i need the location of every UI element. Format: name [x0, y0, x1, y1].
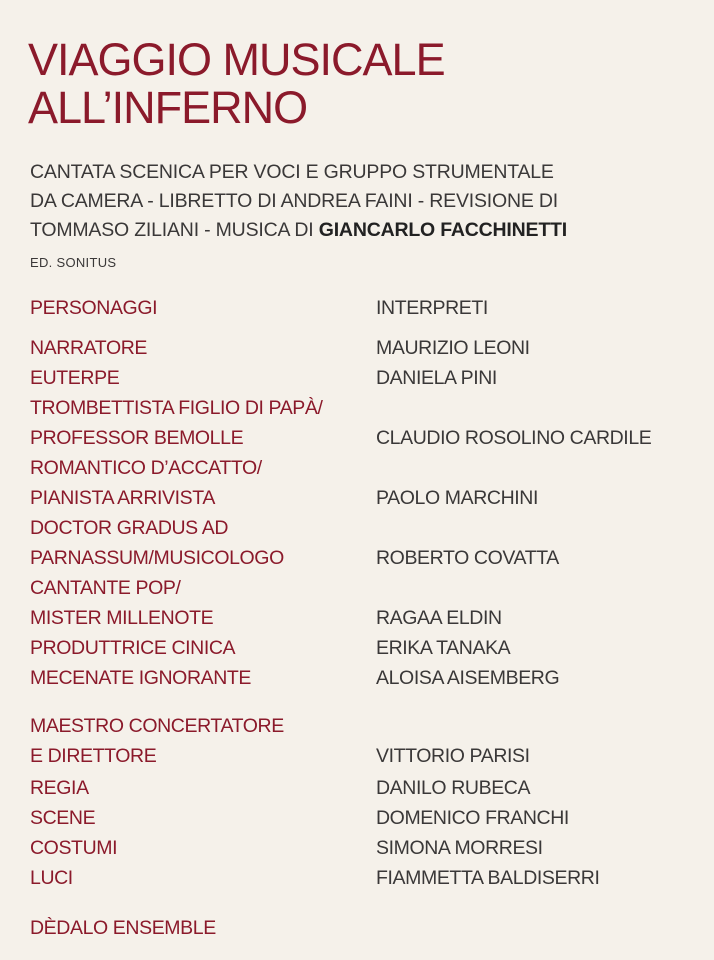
crew-member: SIMONA MORRESI: [376, 837, 543, 859]
cast-role: CANTANTE POP/: [30, 577, 181, 599]
cast-role: MECENATE IGNORANTE: [30, 667, 252, 689]
cast-performer: ALOISA AISEMBERG: [376, 667, 560, 689]
cast-performer: ROBERTO COVATTA: [376, 547, 559, 569]
cast-performer: MAURIZIO LEONI: [376, 337, 530, 359]
cast-role: PROFESSOR BEMOLLE: [30, 427, 244, 449]
description-line-3: [30, 216, 700, 245]
cast-role: PARNASSUM/MUSICOLOGO: [30, 547, 284, 569]
crew-role: REGIA: [30, 777, 89, 799]
crew-role: COSTUMI: [30, 837, 118, 859]
cast-performer: RAGAA ELDIN: [376, 607, 502, 629]
description-line-1: CANTATA SCENICA PER VOCI E GRUPPO STRUMENTALE: [30, 161, 554, 183]
cast-role: DOCTOR GRADUS AD: [30, 517, 229, 539]
cast-role: NARRATORE: [30, 337, 148, 359]
title-line-1: VIAGGIO MUSICALE: [28, 34, 445, 85]
ensemble-name: DÈDALO ENSEMBLE: [30, 917, 216, 939]
cast-role: PRODUTTRICE CINICA: [30, 637, 236, 659]
crew-role: MAESTRO CONCERTATORE: [30, 715, 284, 737]
cast-role: TROMBETTISTA FIGLIO DI PAPÀ/: [30, 397, 323, 419]
cast-performer: PAOLO MARCHINI: [376, 487, 538, 509]
crew-member: FIAMMETTA BALDISERRI: [376, 867, 600, 889]
crew-role: LUCI: [30, 867, 73, 889]
cast-role: EUTERPE: [30, 367, 120, 389]
work-description: [30, 158, 700, 245]
page-title: [28, 36, 445, 132]
crew-member: DOMENICO FRANCHI: [376, 807, 569, 829]
cast-role: ROMANTICO D’ACCATTO/: [30, 457, 262, 479]
crew-role: SCENE: [30, 807, 96, 829]
description-line-2: DA CAMERA - LIBRETTO DI ANDREA FAINI - REVISIONE DI: [30, 190, 558, 212]
cast-performer: CLAUDIO ROSOLINO CARDILE: [376, 427, 652, 449]
performers-header: INTERPRETI: [376, 297, 488, 319]
composer-name: GIANCARLO FACCHINETTI: [318, 219, 567, 241]
cast-performer: ERIKA TANAKA: [376, 637, 511, 659]
cast-role: PIANISTA ARRIVISTA: [30, 487, 215, 509]
crew-role: E DIRETTORE: [30, 745, 157, 767]
title-line-2: ALL’INFERNO: [28, 82, 308, 133]
roles-header: PERSONAGGI: [30, 297, 158, 319]
edition-label: ED. SONITUS: [30, 255, 117, 270]
crew-member: DANILO RUBECA: [376, 777, 531, 799]
crew-member: VITTORIO PARISI: [376, 745, 530, 767]
cast-performer: DANIELA PINI: [376, 367, 497, 389]
cast-role: MISTER MILLENOTE: [30, 607, 214, 629]
description-line-3-prefix: TOMMASO ZILIANI - MUSICA DI: [30, 219, 319, 241]
